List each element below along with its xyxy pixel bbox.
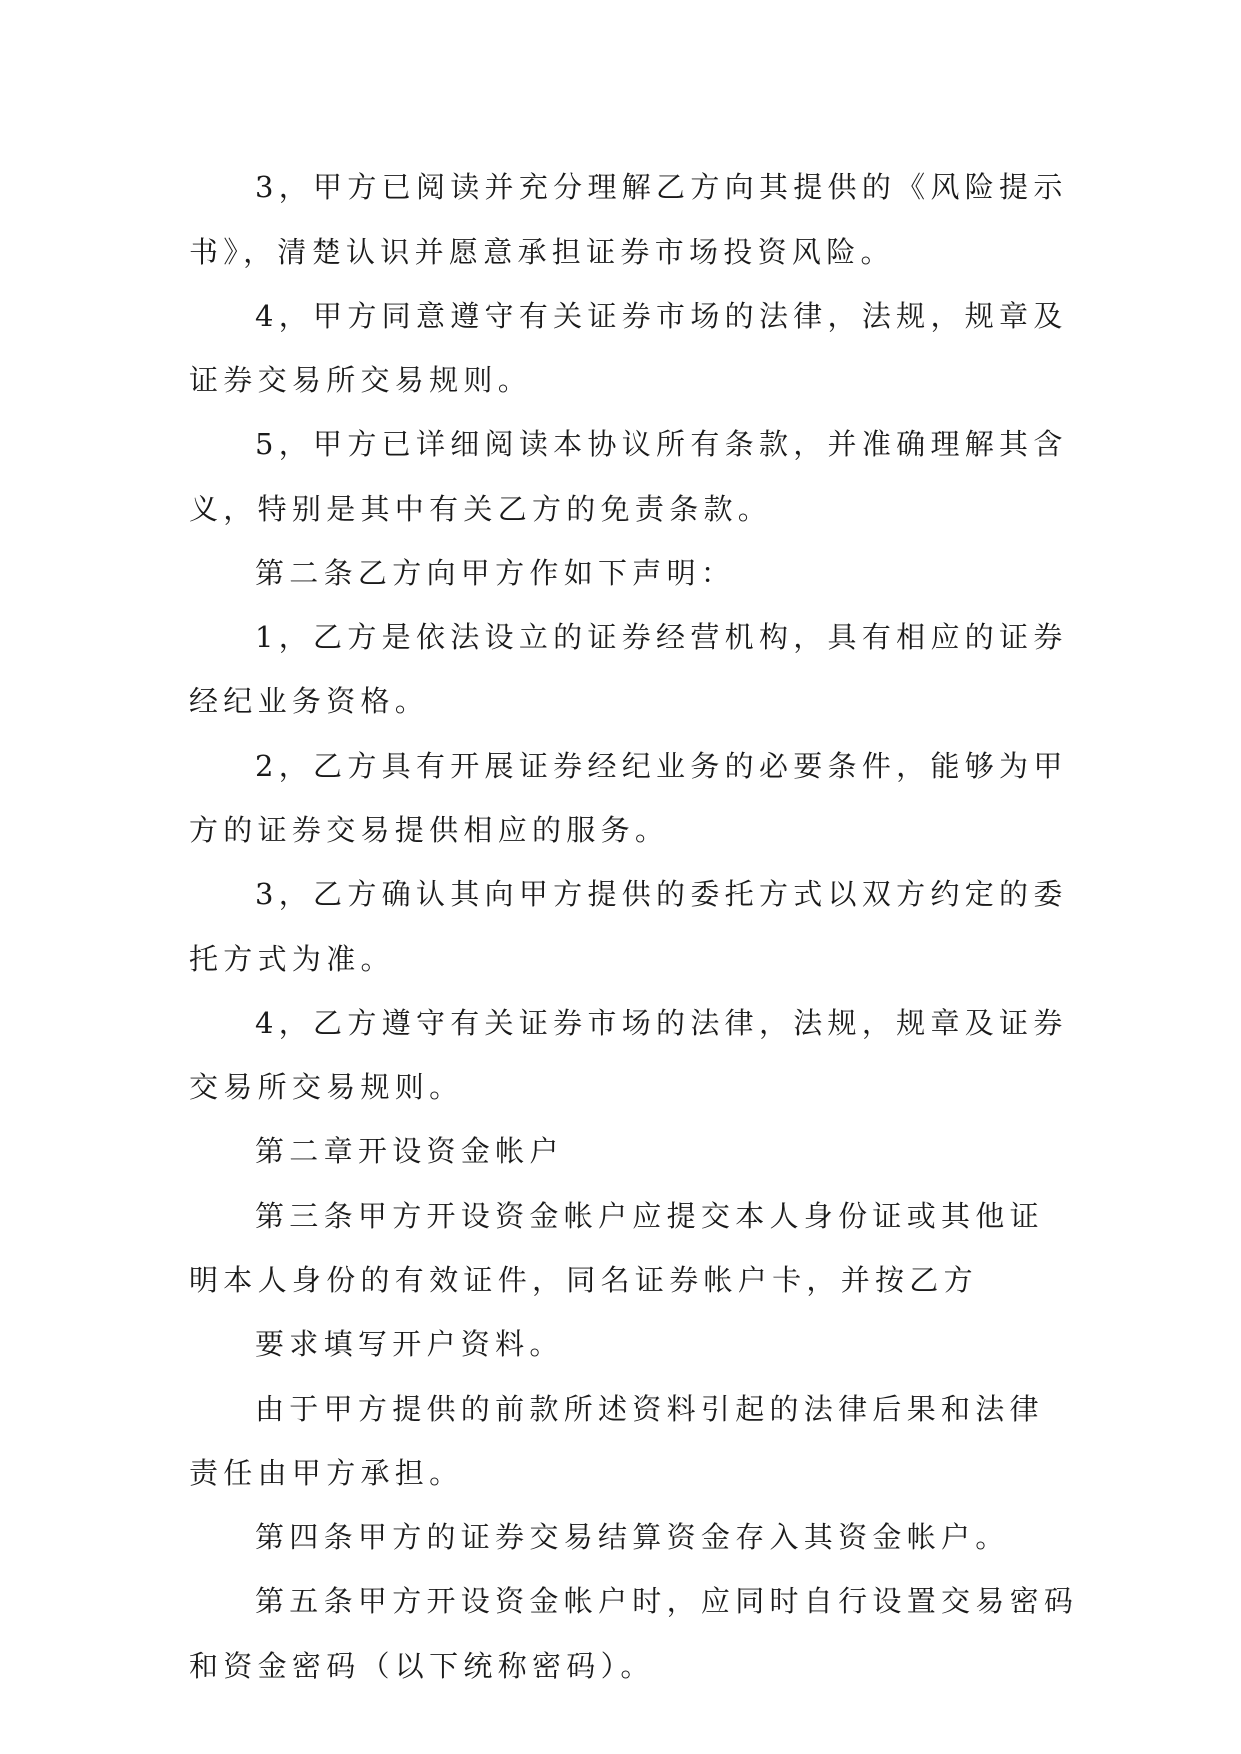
text-line: 1，乙方是依法设立的证券经营机构，具有相应的证券: [255, 620, 1068, 654]
text-line: 经纪业务资格。: [189, 684, 430, 718]
text-line: 2，乙方具有开展证券经纪业务的必要条件，能够为甲: [255, 749, 1068, 783]
text-line: 托方式为准。: [189, 942, 395, 976]
text-line: 证券交易所交易规则。: [189, 363, 533, 397]
text-line: 和资金密码（以下统称密码）。: [189, 1649, 655, 1683]
text-line: 书》，清楚认识并愿意承担证券市场投资风险。: [189, 235, 895, 269]
text-line: 明本人身份的有效证件，同名证券帐户卡，并按乙方: [189, 1263, 978, 1297]
text-line: 责任由甲方承担。: [189, 1456, 464, 1490]
text-line: 由于甲方提供的前款所述资料引起的法律后果和法律: [255, 1392, 1044, 1426]
text-line: 第五条甲方开设资金帐户时，应同时自行设置交易密码: [255, 1584, 1079, 1618]
text-line: 第二章开设资金帐户: [255, 1134, 564, 1168]
text-line: 3，甲方已阅读并充分理解乙方向其提供的《风险提示: [255, 170, 1068, 204]
text-line: 5，甲方已详细阅读本协议所有条款，并准确理解其含: [255, 427, 1068, 461]
text-line: 第四条甲方的证券交易结算资金存入其资金帐户。: [255, 1520, 1010, 1554]
text-line: 第二条乙方向甲方作如下声明：: [255, 556, 736, 590]
text-line: 要求填写开户资料。: [255, 1327, 564, 1361]
text-line: 4，乙方遵守有关证券市场的法律，法规，规章及证券: [255, 1006, 1068, 1040]
text-line: 方的证券交易提供相应的服务。: [189, 813, 670, 847]
text-line: 交易所交易规则。: [189, 1070, 464, 1104]
text-line: 3，乙方确认其向甲方提供的委托方式以双方约定的委: [255, 877, 1068, 911]
text-line: 第三条甲方开设资金帐户应提交本人身份证或其他证: [255, 1199, 1044, 1233]
text-line: 4，甲方同意遵守有关证券市场的法律，法规，规章及: [255, 299, 1068, 333]
text-line: 义，特别是其中有关乙方的免责条款。: [189, 492, 773, 526]
